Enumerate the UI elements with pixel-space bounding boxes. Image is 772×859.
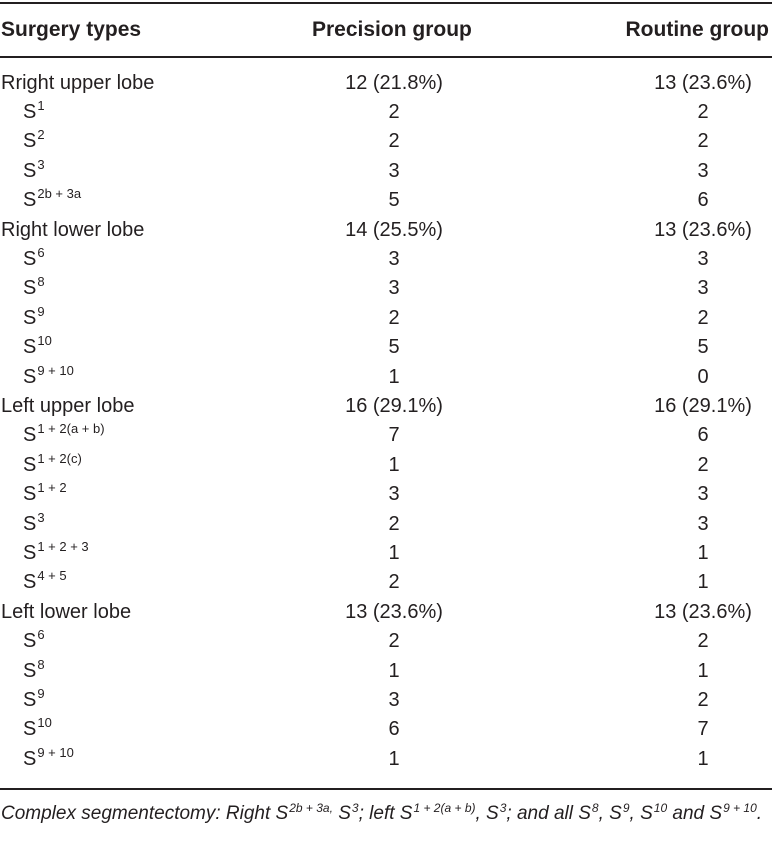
footnote-superscript: 9 [622, 801, 630, 815]
row-label-text: S [23, 365, 37, 388]
table-row [0, 186, 772, 215]
footnote-superscript: 3 [351, 801, 359, 815]
row-label-text: S [23, 630, 37, 653]
row-label-text: S [23, 453, 37, 476]
row-label-text: Left upper lobe [1, 394, 135, 417]
lobe-label [1, 598, 131, 627]
footnote-text: ; left S [358, 803, 413, 824]
precision-value: 1 [388, 659, 400, 682]
segment-superscript: 10 [37, 715, 52, 731]
routine-value: 0 [697, 365, 709, 388]
segment-label [23, 333, 52, 362]
footnote-text: , S [475, 803, 499, 824]
precision-value: 2 [388, 571, 400, 594]
precision-value: 1 [388, 365, 400, 388]
footnote-superscript: 1 + 2(a + b) [413, 801, 476, 815]
routine-value: 2 [697, 100, 709, 123]
precision-value: 16 (29.1%) [345, 394, 443, 417]
routine-value: 13 (23.6%) [654, 71, 752, 94]
row-label-text: S [23, 424, 37, 447]
footnote-superscript: 9 + 10 [723, 801, 757, 815]
routine-value: 3 [697, 159, 709, 182]
table-row [0, 745, 772, 774]
segment-label [23, 274, 45, 303]
header-rule [0, 56, 772, 58]
segment-label [23, 627, 45, 656]
segment-label [23, 186, 81, 215]
row-label-text: S [23, 659, 37, 682]
row-label-text: S [23, 247, 37, 270]
footnote-text: ; and all S [506, 803, 591, 824]
row-label-text: S [23, 571, 37, 594]
precision-value: 12 (21.8%) [345, 71, 443, 94]
routine-value: 7 [697, 718, 709, 741]
segment-label [23, 127, 45, 156]
precision-value: 2 [388, 630, 400, 653]
routine-value: 1 [697, 541, 709, 564]
precision-value: 7 [388, 424, 400, 447]
row-label-text: S [23, 159, 37, 182]
lobe-label [1, 216, 144, 245]
precision-value: 14 (25.5%) [345, 218, 443, 241]
precision-value: 2 [388, 130, 400, 153]
segment-label [23, 745, 74, 774]
table-row [0, 98, 772, 127]
routine-value: 1 [697, 659, 709, 682]
header-routine-group: Routine group [625, 18, 769, 41]
table-row [0, 627, 772, 656]
table-row [0, 715, 772, 744]
segment-superscript: 1 + 2 + 3 [37, 538, 89, 554]
table-row [0, 127, 772, 156]
precision-value: 3 [388, 247, 400, 270]
routine-value: 3 [697, 483, 709, 506]
precision-value: 3 [388, 483, 400, 506]
segment-label [23, 304, 45, 333]
routine-value: 3 [697, 247, 709, 270]
routine-value: 13 (23.6%) [654, 218, 752, 241]
segment-label [23, 157, 45, 186]
precision-value: 1 [388, 541, 400, 564]
table-row [0, 598, 772, 627]
footnote-superscript: 10 [653, 801, 668, 815]
table-footnote [1, 799, 769, 830]
table-row [0, 274, 772, 303]
row-label-text: S [23, 747, 37, 770]
header-precision-group: Precision group [312, 18, 472, 41]
precision-value: 3 [388, 159, 400, 182]
routine-value: 3 [697, 277, 709, 300]
row-label-text: S [23, 512, 37, 535]
footnote-text: . [756, 803, 763, 824]
segment-label [23, 715, 52, 744]
routine-value: 16 (29.1%) [654, 394, 752, 417]
table-row [0, 568, 772, 597]
routine-value: 2 [697, 306, 709, 329]
footnote-superscript: 3 [499, 801, 507, 815]
row-label-text: S [23, 189, 37, 212]
routine-value: 6 [697, 424, 709, 447]
table-row [0, 304, 772, 333]
segment-superscript: 2b + 3a [37, 186, 82, 202]
segment-label [23, 363, 74, 392]
bottom-rule [0, 788, 772, 790]
table-row [0, 245, 772, 274]
table-row [0, 69, 772, 98]
segment-label [23, 421, 105, 450]
footnote-text: , S [629, 803, 653, 824]
table-row [0, 539, 772, 568]
lobe-label [1, 69, 154, 98]
segment-label [23, 245, 45, 274]
segment-superscript: 1 + 2(a + b) [37, 421, 105, 437]
routine-value: 2 [697, 453, 709, 476]
routine-value: 3 [697, 512, 709, 535]
routine-value: 2 [697, 630, 709, 653]
segment-superscript: 6 [37, 627, 45, 643]
segment-label [23, 657, 45, 686]
segment-label [23, 480, 67, 509]
segment-label [23, 510, 45, 539]
row-label-text: S [23, 688, 37, 711]
lobe-label [1, 392, 134, 421]
table-row [0, 451, 772, 480]
table-row [0, 480, 772, 509]
row-label-text: S [23, 100, 37, 123]
header-surgery-types: Surgery types [1, 18, 142, 41]
row-label-text: S [23, 541, 37, 564]
table-row [0, 421, 772, 450]
row-label-text: S [23, 277, 37, 300]
segment-superscript: 4 + 5 [37, 568, 67, 584]
segment-superscript: 8 [37, 656, 45, 672]
precision-value: 5 [388, 189, 400, 212]
segment-label [23, 98, 45, 127]
precision-value: 2 [388, 306, 400, 329]
routine-value: 13 (23.6%) [654, 600, 752, 623]
table-row [0, 216, 772, 245]
precision-value: 3 [388, 688, 400, 711]
row-label-text: S [23, 336, 37, 359]
segment-label [23, 686, 45, 715]
segment-superscript: 10 [37, 333, 52, 349]
table-row [0, 157, 772, 186]
footnote-text: Complex segmentectomy: Right S [1, 803, 289, 824]
footnote-text: S [332, 803, 351, 824]
precision-value: 3 [388, 277, 400, 300]
table-row [0, 333, 772, 362]
precision-value: 6 [388, 718, 400, 741]
segment-superscript: 1 + 2 [37, 480, 67, 496]
precision-value: 1 [388, 747, 400, 770]
precision-value: 2 [388, 512, 400, 535]
precision-value: 1 [388, 453, 400, 476]
segment-superscript: 8 [37, 274, 45, 290]
segment-superscript: 9 [37, 685, 45, 701]
segment-superscript: 3 [37, 509, 45, 525]
segment-superscript: 9 [37, 303, 45, 319]
table-row [0, 363, 772, 392]
precision-value: 2 [388, 100, 400, 123]
row-label-text: S [23, 130, 37, 153]
row-label-text: S [23, 718, 37, 741]
segment-superscript: 1 [37, 97, 45, 113]
segment-superscript: 2 [37, 127, 45, 143]
table-row [0, 686, 772, 715]
footnote-text: and S [667, 803, 723, 824]
segment-superscript: 1 + 2(c) [37, 450, 82, 466]
row-label-text: S [23, 483, 37, 506]
footnote-superscript: 8 [591, 801, 599, 815]
row-label-text: Rright upper lobe [1, 71, 155, 94]
top-rule [0, 2, 772, 4]
table-row [0, 510, 772, 539]
footnote-text: , S [598, 803, 622, 824]
routine-value: 1 [697, 747, 709, 770]
routine-value: 2 [697, 130, 709, 153]
row-label-text: Left lower lobe [1, 600, 132, 623]
precision-value: 5 [388, 336, 400, 359]
table-row [0, 392, 772, 421]
routine-value: 6 [697, 189, 709, 212]
routine-value: 1 [697, 571, 709, 594]
table-row [0, 657, 772, 686]
segment-superscript: 6 [37, 244, 45, 260]
segment-label [23, 539, 89, 568]
row-label-text: Right lower lobe [1, 218, 145, 241]
routine-value: 2 [697, 688, 709, 711]
segment-superscript: 3 [37, 156, 45, 172]
row-label-text: S [23, 306, 37, 329]
precision-value: 13 (23.6%) [345, 600, 443, 623]
segment-superscript: 9 + 10 [37, 362, 74, 378]
segment-label [23, 451, 82, 480]
routine-value: 5 [697, 336, 709, 359]
footnote-superscript: 2b + 3a, [289, 801, 333, 815]
segment-superscript: 9 + 10 [37, 744, 74, 760]
segment-label [23, 568, 67, 597]
